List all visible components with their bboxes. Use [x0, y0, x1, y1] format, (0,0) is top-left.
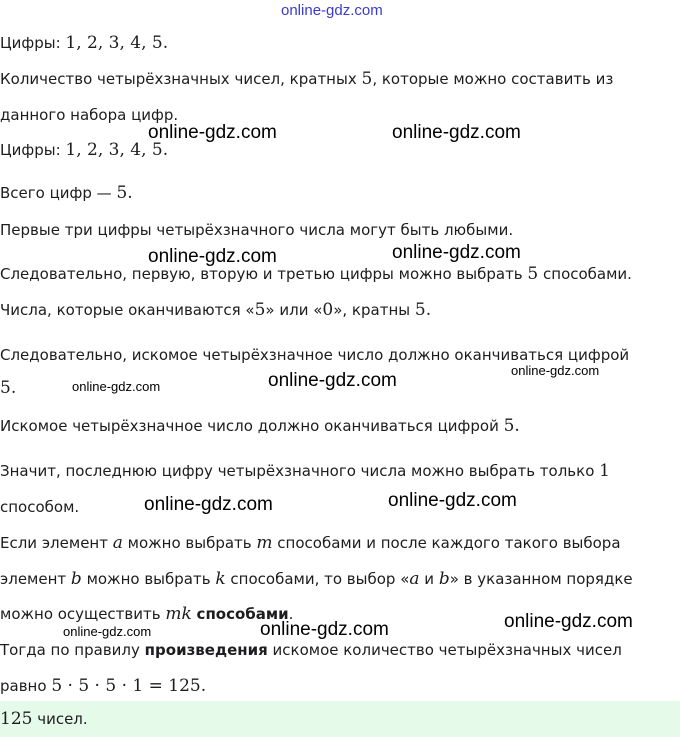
ending-line-2: [0, 378, 16, 398]
math: 5.: [503, 416, 520, 436]
math: 5.: [414, 300, 432, 320]
text: Следовательно, искомое четырёхзначное число должно оканчиваться цифрой: [0, 346, 630, 364]
text: Первые три цифры четырёхзначного числа могут быть любыми.: [0, 221, 514, 239]
text: данного набора цифр.: [0, 106, 179, 124]
math: 125: [0, 709, 33, 729]
watermark: online-gdz.com: [504, 611, 633, 632]
answer-box: [0, 701, 680, 737]
text: можно выбрать: [81, 570, 216, 588]
digits-line-1: [0, 33, 168, 53]
var: k: [215, 569, 226, 589]
watermark: online-gdz.com: [144, 494, 273, 515]
math: 0: [322, 300, 334, 320]
ways-line: [0, 264, 632, 284]
text: », кратны: [333, 301, 415, 319]
watermark: online-gdz.com: [148, 122, 277, 143]
rule-line-3: [0, 604, 293, 624]
product-rule-line: [0, 640, 622, 660]
text: » или «: [265, 301, 323, 319]
math: 5.: [0, 378, 17, 398]
divisible-line: [0, 300, 431, 320]
rule-line-1: [0, 533, 621, 553]
text: Количество четырёхзначных чисел, кратных: [0, 70, 362, 88]
text: .: [288, 605, 294, 623]
last-digit-line-2: [0, 497, 79, 517]
bold-text: способами: [196, 605, 289, 623]
watermark: online-gdz.com: [388, 490, 517, 511]
total-digits-line: [0, 183, 133, 203]
math: 1: [599, 461, 610, 481]
var: b: [70, 569, 82, 589]
text: Следовательно, первую, вторую и третью цифры можно выбрать: [0, 265, 528, 283]
math: 1, 2, 3, 4, 5.: [65, 140, 169, 160]
watermark: online-gdz.com: [392, 122, 521, 143]
var: a: [409, 569, 420, 589]
watermark: online-gdz.com: [392, 242, 521, 263]
text: способами.: [538, 265, 632, 283]
watermark: online-gdz.com: [268, 370, 397, 391]
text: Всего цифр —: [0, 184, 117, 202]
text: искомое количество четырёхзначных чисел: [267, 641, 622, 659]
answer-text: [0, 709, 88, 729]
var: a: [112, 533, 123, 553]
text: Тогда по правилу: [0, 641, 145, 659]
watermark: online-gdz.com: [72, 379, 161, 394]
text: чисел.: [32, 710, 88, 728]
rule-line-2: [0, 569, 633, 589]
watermark-top: online-gdz.com: [281, 2, 383, 19]
math: 5: [361, 69, 373, 89]
watermark: online-gdz.com: [260, 619, 389, 640]
math: 5 · 5 · 5 · 1 = 125.: [51, 676, 207, 696]
text: Искомое четырёхзначное число должно оканчиваться цифрой: [0, 417, 504, 435]
text: можно выбрать: [122, 534, 257, 552]
math: 1, 2, 3, 4, 5.: [65, 33, 169, 53]
text: можно осуществить: [0, 605, 166, 623]
var: mk: [165, 604, 192, 624]
text: элемент: [0, 570, 71, 588]
text: » в указанном порядке: [449, 570, 633, 588]
var: m: [256, 533, 273, 553]
digits-line-2: [0, 140, 168, 160]
text: , которые можно составить из: [372, 70, 614, 88]
text: Цифры:: [0, 34, 66, 52]
text: Если элемент: [0, 534, 113, 552]
text: Числа, которые оканчиваются «: [0, 301, 255, 319]
text: способами и после каждого такого выбора: [272, 534, 621, 552]
watermark: online-gdz.com: [511, 363, 600, 378]
text: Цифры:: [0, 141, 66, 159]
math: 5: [527, 264, 539, 284]
math: 5.: [116, 183, 133, 203]
last-digit-line-1: [0, 461, 610, 481]
text: способами, то выбор «: [225, 570, 410, 588]
watermark: online-gdz.com: [148, 246, 277, 267]
first-three-digits-line: [0, 220, 513, 240]
result-line: [0, 676, 206, 696]
watermark: online-gdz.com: [63, 624, 152, 639]
ending-line-3: [0, 416, 520, 436]
task-line-1: [0, 69, 613, 89]
text: равно: [0, 677, 52, 695]
ending-line-1: [0, 345, 629, 365]
bold-text: произведения: [144, 641, 268, 659]
text: и: [419, 570, 439, 588]
text: Значит, последнюю цифру четырёхзначного числа можно выбрать только: [0, 462, 600, 480]
math: 5: [254, 300, 266, 320]
text: способом.: [0, 498, 80, 516]
var: b: [438, 569, 450, 589]
